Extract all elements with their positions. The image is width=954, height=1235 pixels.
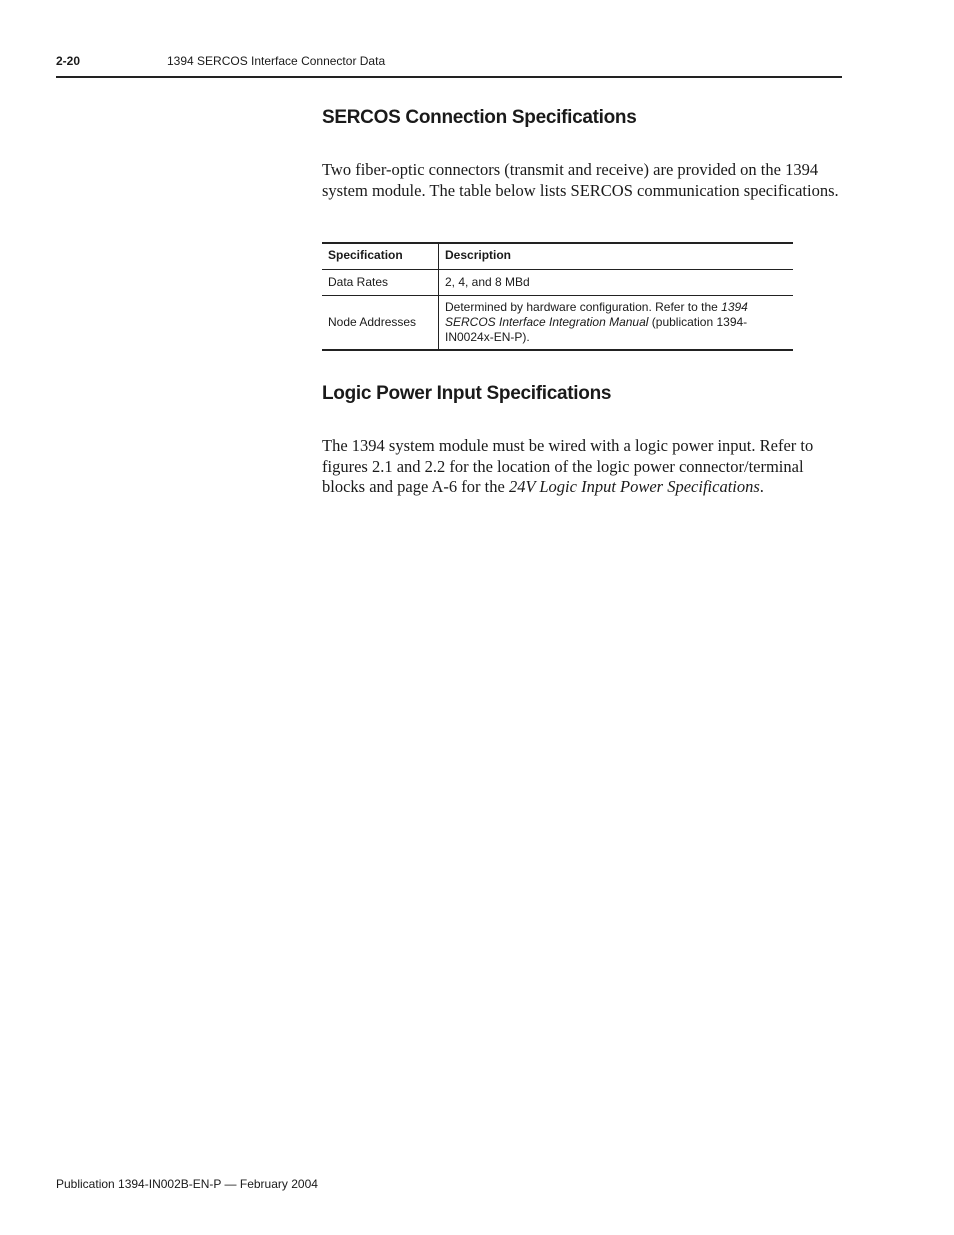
table-row	[322, 270, 793, 296]
cell-specification: Node Addresses	[322, 296, 439, 351]
column-header-specification: Specification	[322, 243, 439, 270]
column-header-description: Description	[439, 243, 794, 270]
sercos-spec-table	[322, 242, 793, 351]
page-number: 2-20	[56, 54, 81, 68]
page-header	[56, 52, 842, 78]
manual-title: 1394 SERCOS Interface Integration Manual	[445, 300, 748, 329]
description-text: Determined by hardware configuration. Refer to the	[445, 300, 722, 314]
description-text: (publication 1394-IN0024x-EN-P).	[445, 315, 748, 344]
page-footer: Publication 1394-IN002B-EN-P — February 2004	[56, 1177, 318, 1191]
spec-reference: 24V Logic Input Power Specifications	[508, 477, 760, 496]
table-row	[322, 296, 793, 351]
paragraph-text: The 1394 system module must be wired with a logic power input. Refer to figures 2.1 and 2.2 for the location of the logic power connector/terminal blocks and page A-6 for the	[322, 436, 814, 496]
cell-specification: Data Rates	[322, 270, 439, 296]
cell-description: 2, 4, and 8 MBd	[439, 270, 794, 296]
logic-power-heading: Logic Power Input Specifications	[322, 383, 612, 404]
sercos-paragraph: Two fiber-optic connectors (transmit and receive) are provided on the 1394 system module. The table below lists SERCOS communication specifications.	[322, 160, 839, 200]
logic-power-paragraph	[322, 436, 847, 498]
table-header-row	[322, 243, 793, 270]
paragraph-text: .	[759, 477, 764, 496]
cell-description	[439, 296, 794, 351]
sercos-heading: SERCOS Connection Specifications	[322, 107, 637, 128]
running-title: 1394 SERCOS Interface Connector Data	[167, 54, 386, 68]
